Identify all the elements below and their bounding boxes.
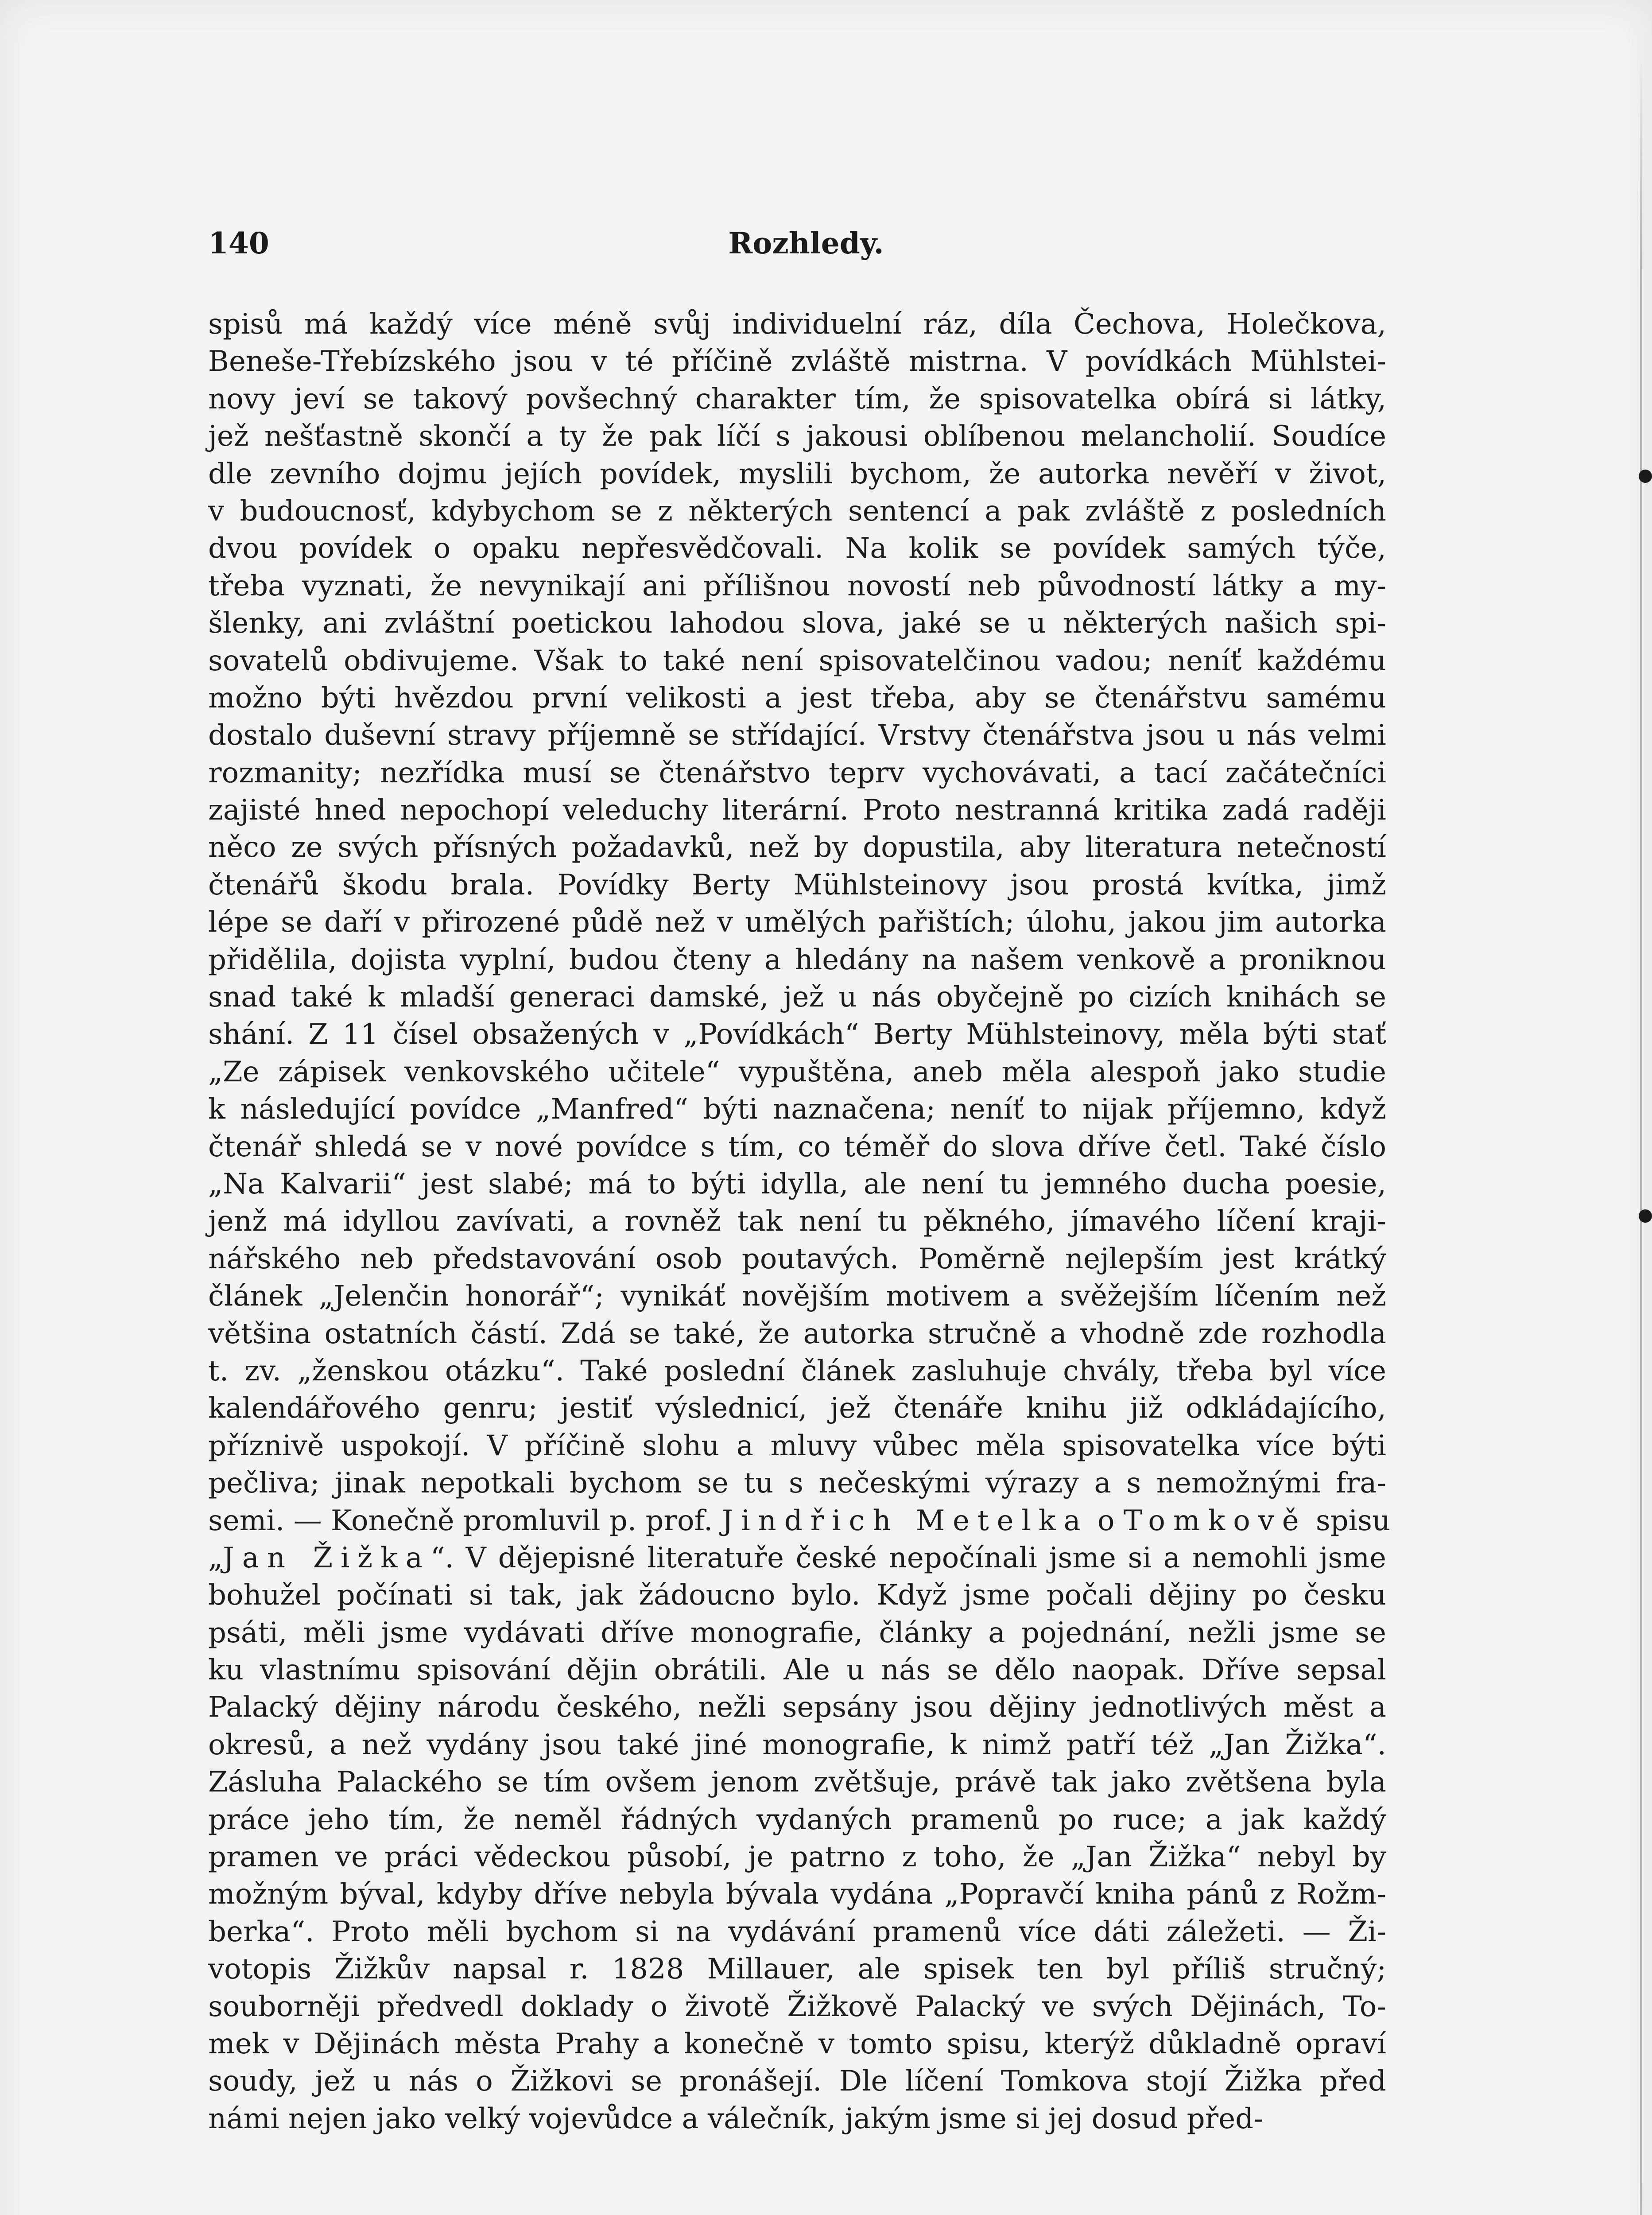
- text-line: ku vlastnímu spisování dějin obrátili. Ale u nás se dělo naopak. Dříve sepsal: [208, 1654, 1386, 1687]
- text-run: “. V dějepisné literatuře české nepočínali jsme si a nemohli jsme: [430, 1541, 1387, 1574]
- text-line: berka“. Proto měli bychom si na vydávání pramenů více dáti záležeti. — Ži-: [208, 1915, 1386, 1948]
- text-line: možno býti hvězdou první velikosti a jest třeba, aby se čtenářstvu samému: [208, 681, 1386, 715]
- text-line: práce jeho tím, že neměl řádných vydaných pramenů po ruce; a jak každý: [208, 1803, 1386, 1836]
- text-line: námi nejen jako velký vojevůdce a válečník, jakým jsme si jej dosud před-: [208, 2102, 1263, 2135]
- text-line: shání. Z 11 čísel obsažených v „Povídkách“ Berty Mühlsteinovy, měla býti stať: [208, 1018, 1386, 1051]
- text-line: spisů má každý více méně svůj individuelní ráz, díla Čechova, Holečkova,: [208, 308, 1386, 341]
- text-line: kalendářového genru; jestiť výslednicí, jež čtenáře knihu již odkládajícího,: [208, 1392, 1386, 1425]
- text-line: novy jeví se takový povšechný charakter tím, že spisovatelka obírá si látky,: [208, 382, 1386, 416]
- name-spaced: Tomkově: [1123, 1504, 1307, 1537]
- text-line-mixed: [208, 1502, 1391, 1539]
- page-number: 140: [208, 226, 269, 260]
- text-line: Zásluha Palackého se tím ovšem jenom zvětšuje, právě tak jako zvětšena byla: [208, 1766, 1386, 1799]
- text-line: snad také k mladší generaci damské, jež u nás obyčejně po cizích knihách se: [208, 981, 1386, 1014]
- text-line: většina ostatních částí. Zdá se také, že autorka stručně a vhodně zde rozhodla: [208, 1317, 1386, 1350]
- text-line: nářského neb představování osob poutavých. Poměrně nejlepším jest krátký: [208, 1242, 1386, 1275]
- text-line: příznivě uspokojí. V příčině slohu a mluvy vůbec měla spisovatelka více býti: [208, 1429, 1386, 1462]
- book-title-spaced: Jan Žižka: [223, 1541, 430, 1574]
- text-line: čtenářů škodu brala. Povídky Berty Mühlsteinovy jsou prostá kvítka, jimž: [208, 868, 1386, 902]
- text-line: pečliva; jinak nepotkali bychom se tu s nečeskými výrazy a s nemožnými fra-: [208, 1467, 1386, 1500]
- text-line: lépe se daří v přirozené půdě než v umělých pařištích; úlohu, jakou jim autorka: [208, 906, 1386, 939]
- author-name-spaced: Jindřich Metelka: [721, 1504, 1089, 1537]
- text-line: dvou povídek o opaku nepřesvědčovali. Na kolik se povídek samých týče,: [208, 532, 1386, 565]
- text-line: čtenář shledá se v nové povídce s tím, co téměř do slova dříve četl. Také číslo: [208, 1130, 1386, 1163]
- text-run: spisu: [1315, 1504, 1391, 1537]
- text-line: „Na Kalvarii“ jest slabé; má to býti idylla, ale není tu jemného ducha poesie,: [208, 1167, 1386, 1201]
- text-line: mek v Dějinách města Prahy a konečně v tomto spisu, kterýž důkladně opraví: [208, 2027, 1386, 2060]
- text-line: souborněji předvedl doklady o životě Žižkově Palacký ve svých Dějinách, To-: [208, 1990, 1386, 2023]
- text-line: rozmanity; nezřídka musí se čtenářstvo teprv vychovávati, a tací začátečníci: [208, 756, 1386, 789]
- text-run: „: [208, 1541, 223, 1574]
- text-line: zajisté hned nepochopí veleduchy literární. Proto nestranná kritika zadá raději: [208, 794, 1386, 827]
- text-line: t. zv. „ženskou otázku“. Také poslední článek zasluhuje chvály, třeba byl více: [208, 1354, 1386, 1387]
- section-title: Rozhledy.: [728, 226, 884, 260]
- text-line: dle zevního dojmu jejích povídek, myslili bychom, že autorka nevěří v život,: [208, 457, 1386, 490]
- binding-hole-mark: [1639, 1209, 1652, 1223]
- text-run: semi. — Konečně promluvil p. prof.: [208, 1504, 713, 1537]
- text-run: o: [1097, 1504, 1115, 1537]
- text-line: okresů, a než vydány jsou také jiné monografie, k nimž patří též „Jan Žižka“.: [208, 1728, 1386, 1761]
- text-line: pramen ve práci vědeckou působí, je patrno z toho, že „Jan Žižka“ nebyl by: [208, 1841, 1386, 1874]
- text-line: dostalo duševní stravy příjemně se střídající. Vrstvy čtenářstva jsou u nás velmi: [208, 719, 1386, 752]
- text-line: k následující povídce „Manfred“ býti naznačena; neníť to nijak příjemno, když: [208, 1093, 1386, 1126]
- text-line-mixed: [208, 1539, 1386, 1577]
- text-line: možným býval, kdyby dříve nebyla bývala vydána „Popravčí kniha pánů z Rožm-: [208, 1878, 1386, 1911]
- text-line: votopis Žižkův napsal r. 1828 Millauer, ale spisek ten byl příliš stručný;: [208, 1953, 1386, 1986]
- text-line: třeba vyznati, že nevynikají ani přílišnou novostí neb původností látky a my-: [208, 569, 1386, 602]
- text-line: jež nešťastně skončí a ty že pak líčí s jakousi oblíbenou melancholií. Soudíce: [208, 420, 1386, 453]
- text-line: bohužel počínati si tak, jak žádoucno bylo. Když jsme počali dějiny po česku: [208, 1579, 1386, 1612]
- body-text: [208, 306, 1391, 2137]
- text-line: psáti, měli jsme vydávati dříve monografie, články a pojednání, nežli jsme se: [208, 1616, 1386, 1649]
- text-line: článek „Jelenčin honorář“; vynikáť novějším motivem a svěžejším líčením než: [208, 1280, 1386, 1313]
- text-line: sovatelů obdivujeme. Však to také není spisovatelčinou vadou; neníť každému: [208, 644, 1386, 677]
- text-line: Beneše-Třebízského jsou v té příčině zvláště mistrna. V povídkách Mühlstei-: [208, 345, 1386, 378]
- text-line: jenž má idyllou zavívati, a rovněž tak není tu pěkného, jímavého líčení kraji-: [208, 1205, 1386, 1238]
- text-line: Palacký dějiny národu českého, nežli sepsány jsou dějiny jednotlivých měst a: [208, 1691, 1386, 1724]
- binding-hole-mark: [1639, 470, 1652, 483]
- text-line: „Ze zápisek venkovského učitele“ vypuštěna, aneb měla alespoň jako studie: [208, 1055, 1386, 1088]
- text-line: v budoucnosť, kdybychom se z některých sentencí a pak zvláště z posledních: [208, 494, 1386, 528]
- text-line: něco ze svých přísných požadavků, než by dopustila, aby literatura netečností: [208, 831, 1386, 864]
- text-line: šlenky, ani zvláštní poetickou lahodou slova, jaké se u některých našich spi-: [208, 607, 1386, 640]
- running-head: [208, 226, 1404, 266]
- text-line: soudy, jež u nás o Žižkovi se pronášejí. Dle líčení Tomkova stojí Žižka před: [208, 2065, 1386, 2098]
- scan-edge-shadow: [1640, 53, 1642, 2215]
- text-line: přidělila, dojista vyplní, budou čteny a hledány na našem venkově a proniknou: [208, 943, 1386, 976]
